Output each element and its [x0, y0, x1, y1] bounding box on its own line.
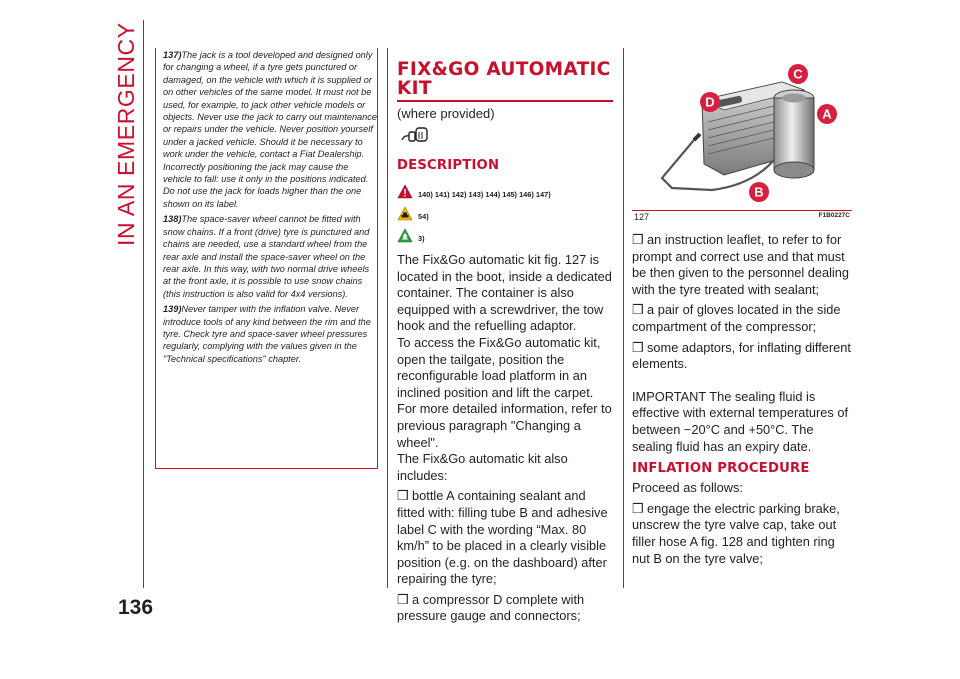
figure-number: 127 [634, 212, 650, 222]
column-divider-1 [387, 48, 388, 588]
list-item-inflation-step: ❒ engage the electric parking brake, unscrew the tyre valve cap, take out filler hose A fig. 128 and tighten ring nut B on the tyre valve; [632, 500, 840, 566]
side-title-text: IN AN EMERGENCY [113, 22, 139, 246]
important-note: IMPORTANT The sealing fluid is effective with external temperatures of between −20°C and +50°C. The sealing fluid has an expiry date. [632, 388, 848, 454]
caution-triangle-icon [397, 206, 413, 221]
description-heading: DESCRIPTION [397, 158, 500, 173]
callout-b-label: B [754, 184, 764, 200]
environment-triangle-icon [397, 228, 413, 243]
list-item-bottle: ❒ bottle A containing sealant and fitted with: filling tube B and adhesive label C with the wording “Max. 80 km/h” to be placed in a clearly visible position (e.g. on the dashboard) after repairing the tyre; [397, 488, 608, 587]
warning-refs: 140) 141) 142) 143) 144) 145) 146) 147) [418, 190, 551, 199]
page-number: 136 [118, 596, 154, 619]
note-number: 137) [163, 50, 182, 60]
right-column [632, 60, 852, 567]
note-number: 138) [163, 214, 182, 225]
compressor-kit-illustration [632, 60, 852, 210]
callout-a-label: A [822, 106, 832, 122]
section-side-title [104, 18, 146, 248]
title-underline [397, 100, 613, 102]
notes-column [163, 49, 377, 368]
figure-caption-rule [632, 210, 852, 211]
environment-refs: 3) [418, 234, 425, 243]
note-text: The jack is a tool developed and designed only for changing a wheel, if a tyre gets punctured or damaged, on the vehicle with which it is supplied or on other vehicles of the same model. It must not be used, for example, to jack other vehicle models or objects. Never use the jack to carry out maintenance or repairs under the vehicle. Never position yourself under a jacked vehicle. Should it be necessary to work under the vehicle, contact a Fiat Dealership. Incorrectly positioning the jack may cause the vehicle to fall: use it only in the positions indicated. Do not use the jack for loads higher than the one shown on its label. [163, 50, 377, 209]
figure-127 [632, 60, 852, 228]
right-column-text [632, 232, 852, 567]
figure-code: F1B0227C [818, 212, 850, 219]
list-item-adaptors: ❒ some adaptors, for inflating different elements. [632, 339, 851, 372]
note-137 [163, 49, 377, 210]
warning-row-danger [397, 179, 613, 199]
note-138 [163, 213, 377, 300]
callout-d-label: D [705, 94, 715, 110]
note-139 [163, 303, 377, 365]
list-item-compressor: ❒ a compressor D complete with pressure gauge and connectors; [397, 591, 585, 624]
note-text: The space-saver wheel cannot be fitted with snow chains. If a front (drive) tyre is punctured and chains are needed, use a standard wheel from the rear axle and install the space-saver wheel on the rear axle. In this way, with two normal drive wheels at the front axle, it is possible to use snow chains (this instruction is also valid for 4x4 versions). [163, 214, 370, 299]
main-column [397, 60, 613, 625]
danger-triangle-icon [397, 184, 413, 199]
caution-refs: 54) [418, 212, 429, 221]
note-text: Never tamper with the inflation valve. Never introduce tools of any kind between the rim and the tyre. Check tyre and space-saver wheel pressures regularly, complying with the values given in the "Technical specifications" chapter. [163, 304, 371, 364]
paragraph-location: The Fix&Go automatic kit fig. 127 is located in the boot, inside a dedicated container. The container is also equipped with a screwdriver, the tow hook and the refuelling adaptor. [397, 252, 612, 334]
warning-row-caution [397, 201, 613, 221]
sidebar-rule [143, 20, 144, 588]
warning-row-environment [397, 223, 613, 243]
note-number: 139) [163, 304, 182, 315]
section-title-line1: FIX&GO AUTOMATIC [397, 59, 611, 80]
section-title-line2: KIT [397, 78, 432, 99]
list-item-leaflet: ❒ an instruction leaflet, to refer to for prompt and correct use and that must be then given to the personnel dealing with the tyre treated with sealant; [632, 232, 850, 297]
fix-and-go-kit-icon [399, 125, 431, 145]
inflation-intro: Proceed as follows: [632, 480, 743, 496]
section-title [397, 60, 613, 98]
paragraph-access: To access the Fix&Go automatic kit, open the tailgate, position the reconfigurable load platform in an inclined position and lift the carpet. For more detailed information, refer to previous paragraph "Changing a wheel". [397, 334, 612, 450]
column-divider-2 [623, 48, 624, 588]
paragraph-includes: The Fix&Go automatic kit also includes: [397, 451, 568, 483]
inflation-heading: INFLATION PROCEDURE [632, 461, 810, 477]
callout-c-label: C [793, 66, 803, 82]
section-subtitle: (where provided) [397, 106, 495, 121]
list-item-gloves: ❒ a pair of gloves located in the side compartment of the compressor; [632, 302, 841, 334]
